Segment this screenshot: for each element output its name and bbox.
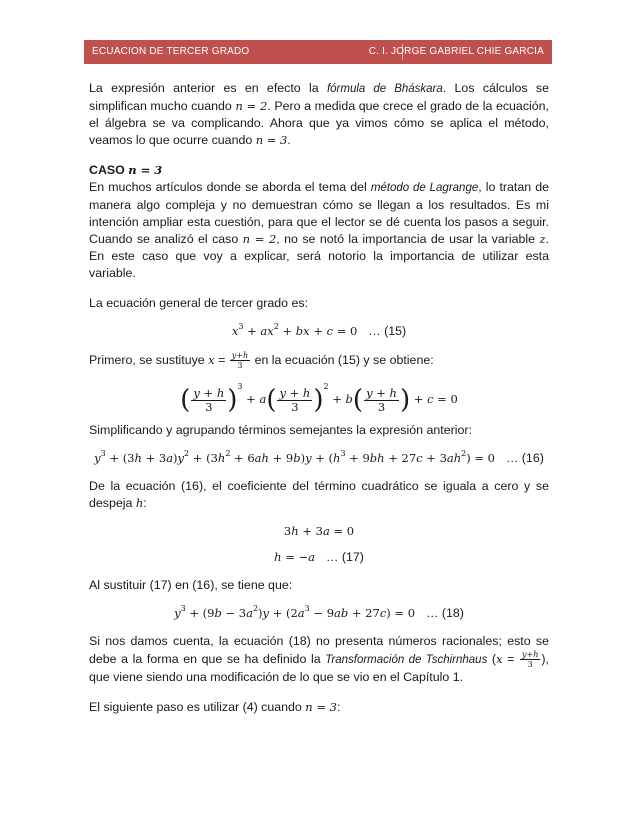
paragraph-simplify: Simplificando y agrupando términos semejantes la expresión anterior:: [89, 422, 472, 437]
header-title: ECUACION DE TERCER GRADO: [92, 46, 250, 57]
equation-15: $x^3 + ax^2$ + bx + c = 0 … (15): [231, 322, 407, 338]
equation-17: h = −a … (17): [274, 549, 364, 564]
page-header: [84, 40, 552, 64]
equation-16: $y^3 + (3h + 3a)y^2 + (3h^2 + 6ah + 9b)y + (h^3 + 9bh + 27c + 3ah^2) = 0$ … (16): [94, 448, 544, 465]
paragraph-substitute-17: Al sustituir (17) en (16), se tiene que:: [89, 577, 293, 592]
paragraph-next-step: El siguiente paso es utilizar (4) cuando n = 3:: [89, 699, 341, 714]
case-heading: CASO n = 3: [89, 163, 163, 177]
math-n2: n = 2: [235, 99, 268, 113]
equation-18: $y^3 + (9b - 3a^2)y + (2a^3 - 9ab + 27c) = 0$ … (18): [174, 603, 464, 620]
term-lagrange: método de Lagrange: [370, 182, 479, 194]
paragraph-intro: La expresión anterior es en efecto la fórmula de Bháskara. Los cálculos se simplifican mucho cuando n = 2. Pero a medida que crece el grado de la ecuación, el álgebra se va complicando. Ahora que ya vimos cómo se aplica el método, veamos lo que ocurre cuando n = 3.: [89, 81, 549, 147]
equation-coef-zero: 3h + 3a = 0: [283, 523, 355, 538]
math-n3: n = 3: [255, 133, 288, 147]
document-body: [89, 80, 549, 716]
equation-substituted: ( $\frac{y + h}{3}$ )$^3$ + a( $\frac{y + h}{3}$ )$^2$ + b( $\frac{y + h}{3}$ ) + c = 0: [180, 382, 458, 415]
paragraph-notice: Si nos damos cuenta, la ecuación (18) no presenta números racionales; esto se debe a la forma en que se ha definido la Transformación de Tschirnhaus (x = $\frac{y+h}{3}$ ), que viene siendo una modificación de lo que se vio en el Capítulo 1.: [89, 633, 549, 684]
paragraph-general-equation: La ecuación general de tercer grado es:: [89, 296, 309, 310]
paragraph-coefficient: De la ecuación (16), el coeficiente del término cuadrático se iguala a cero y se despeja h:: [89, 478, 549, 510]
term-bhaskara: fórmula de Bháskara: [326, 83, 443, 95]
paragraph-substitution: Primero, se sustituye x = $\frac{y+h}{3}$ en la ecuación (15) y se obtiene:: [89, 351, 434, 370]
header-author: C. I. JORGE GABRIEL CHIE GARCIA: [368, 46, 544, 57]
paragraph-case: CASO n = 3 En muchos artículos donde se aborda el tema del método de Lagrange, lo tratan de manera algo compleja y no demuestran cómo se llegan a los resultados. Es mi intención ampliar esta cuestión, para que el lector se dé cuenta los pasos a seguir. Cuando se analizó el caso n = 2, no se notó la importancia de usar la variable z. En este caso que voy a explicar, será notorio la importancia de utilizar esta variable.: [89, 163, 550, 280]
term-tschirnhaus: Transformación de Tschirnhaus: [325, 653, 488, 666]
